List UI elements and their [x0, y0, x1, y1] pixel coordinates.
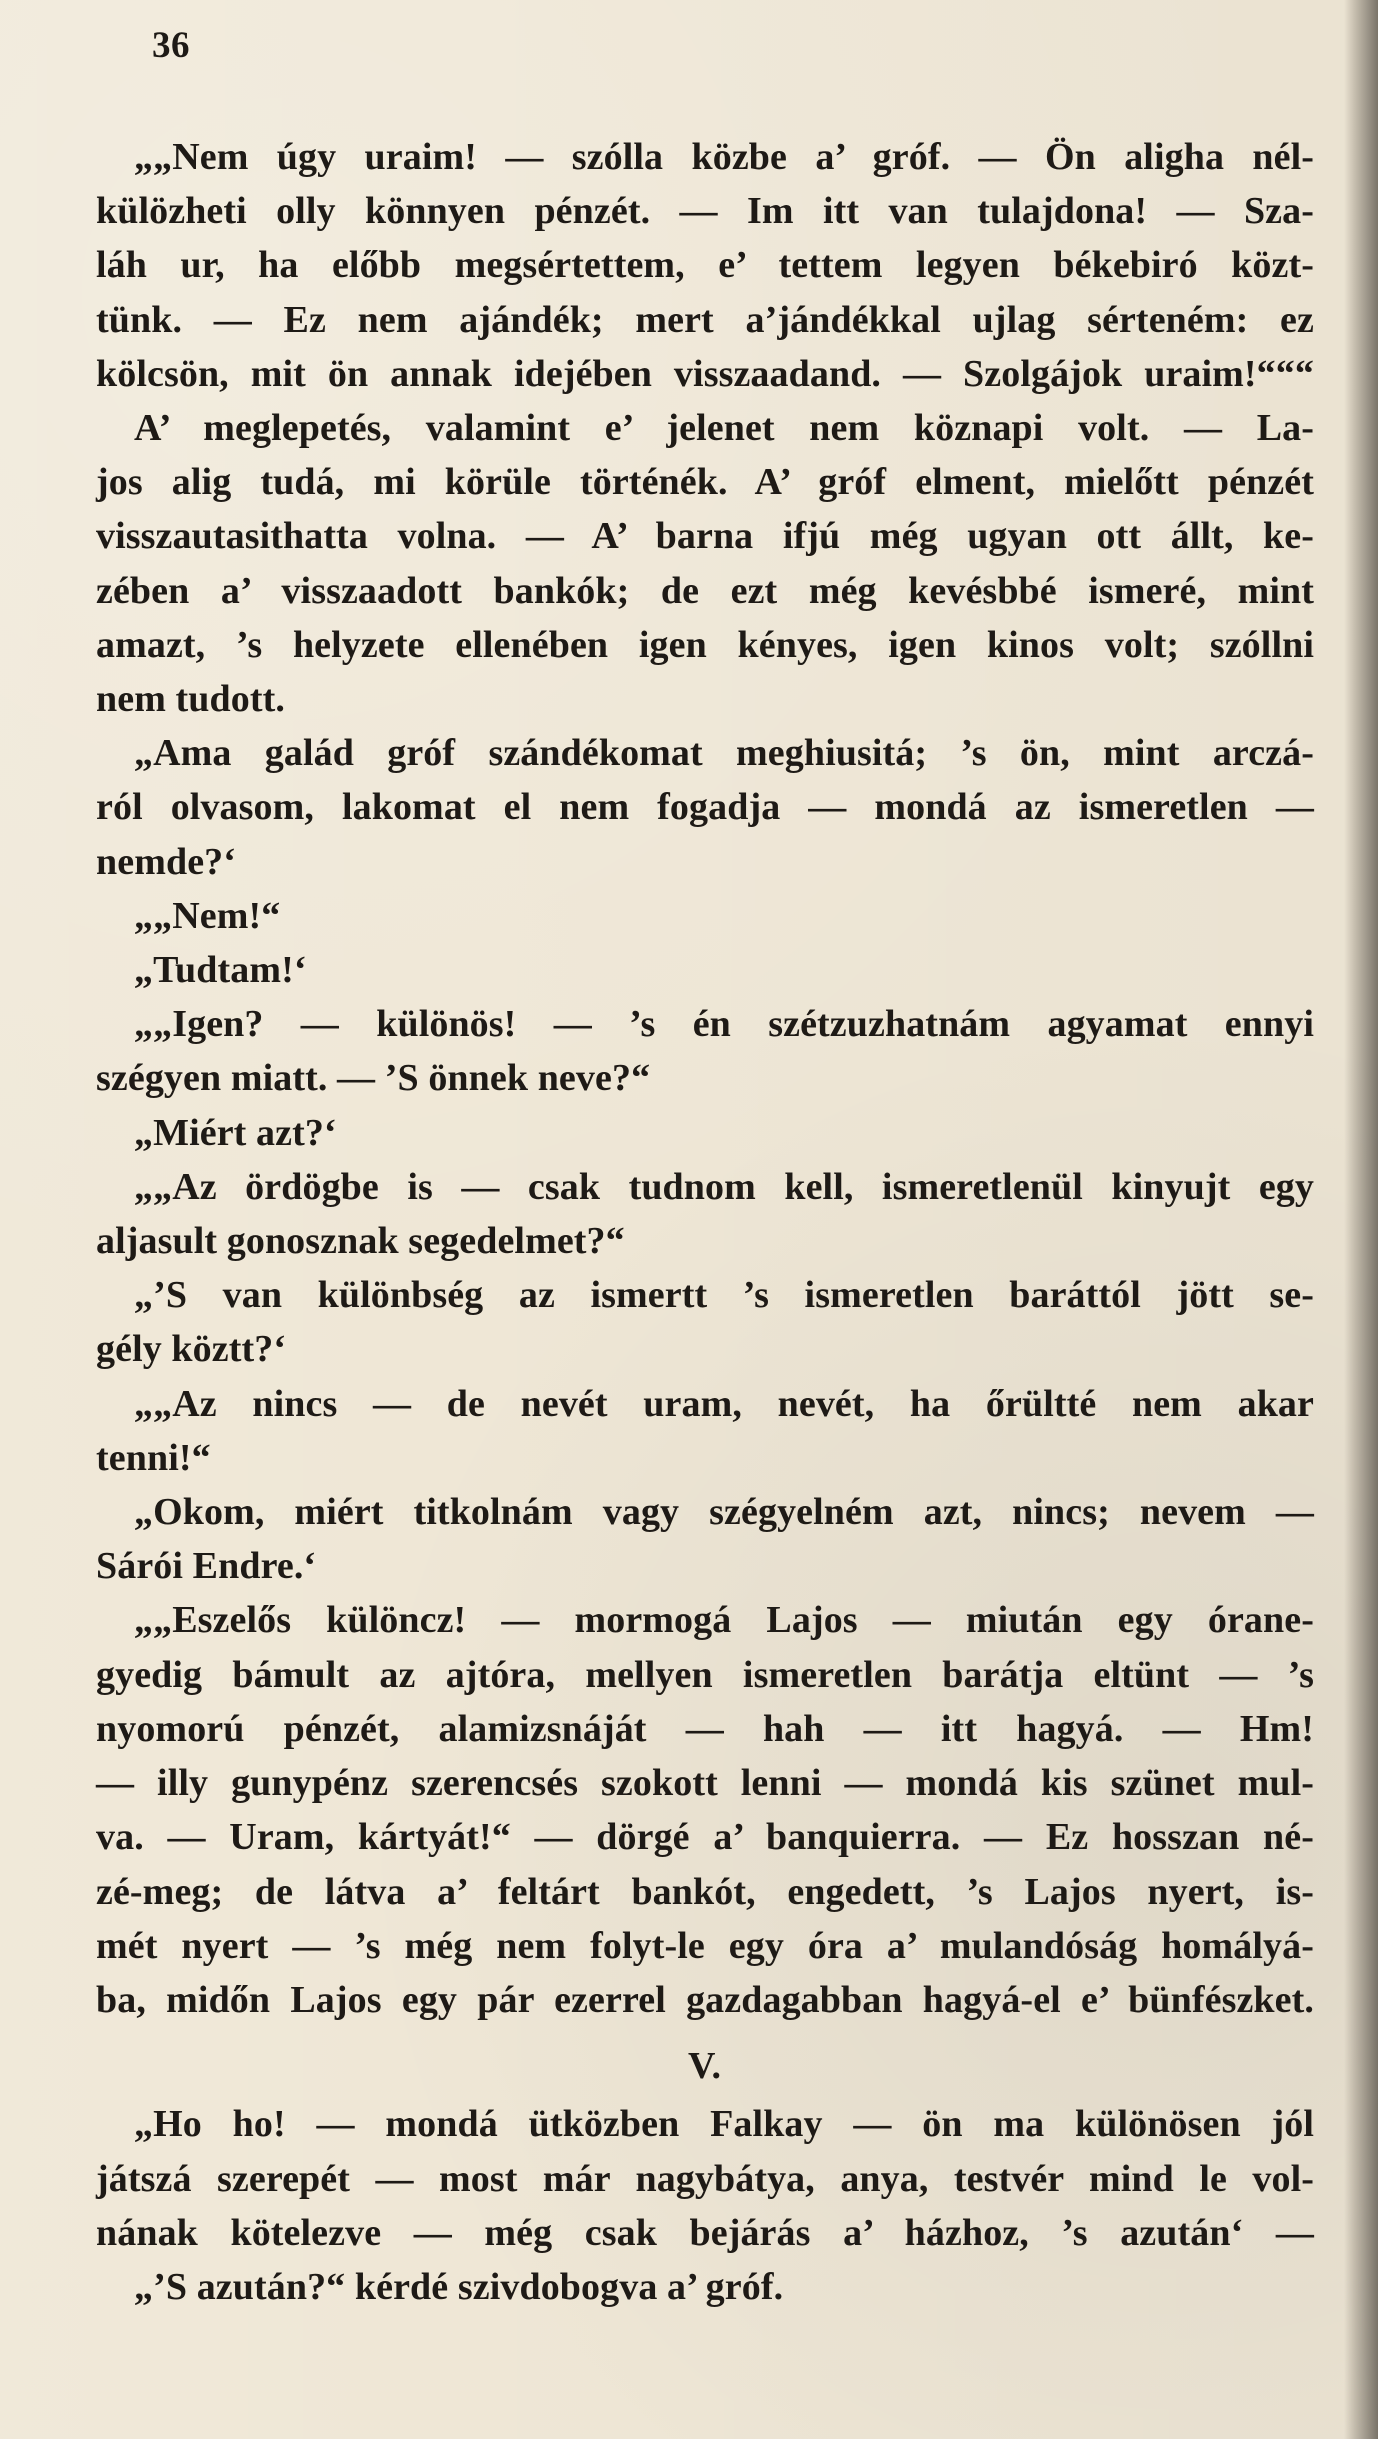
text-line-21: aljasult gonosznak segedelmet?“ — [96, 1220, 625, 1263]
text-line-14: nemde?‘ — [96, 840, 237, 883]
page-number: 36 — [152, 25, 190, 66]
text-line-18: szégyen miatt. — ’S önnek neve?“ — [96, 1057, 651, 1100]
text-line-1: „„Nem úgy uraim! — szólla közbe a’ gróf. — Ön aligha nél- — [134, 136, 1314, 178]
text-line-28: „„Eszelős különcz! — mormogá Lajos — miután egy órane- — [134, 1599, 1314, 1642]
text-line-27: Sárói Endre.‘ — [96, 1545, 317, 1588]
text-line-23: gély köztt?‘ — [96, 1328, 287, 1371]
text-line-20: „„Az ördögbe is — csak tudnom kell, ismeretlenül kinyujt egy — [134, 1165, 1314, 1208]
text-line-30: nyomorú pénzét, alamizsnáját — hah — itt hagyá. — Hm! — [96, 1707, 1314, 1750]
text-line-8: visszautasithatta volna. — A’ barna ifjú még ugyan ott állt, ke- — [96, 515, 1314, 558]
text-line-35: ba, midőn Lajos egy pár ezerrel gazdagabban hagyá-el e’ bünfészket. — [96, 1978, 1314, 2021]
text-line-26: „Okom, miért titkolnám vagy szégyelném azt, nincs; nevem — — [134, 1491, 1314, 1534]
main-text — [96, 130, 1314, 2314]
text-line-34: mét nyert — ’s még nem folyt-le egy óra a’ mulandóság homályá- — [96, 1924, 1314, 1967]
text-line-9: zében a’ visszaadott bankók; de ezt még kevésbbé ismeré, mint — [96, 569, 1314, 612]
text-line-16: „Tudtam!‘ — [134, 949, 307, 992]
text-line-40: „’S azután?“ kérdé szivdobogva a’ gróf. — [134, 2265, 784, 2308]
text-line-7: jos alig tudá, mi körüle történék. A’ gróf elment, mielőtt pénzét — [96, 461, 1314, 504]
text-line-4: tünk. — Ez nem ajándék; mert a’jándékkal ujlag sérteném: ez — [96, 298, 1314, 341]
text-line-29: gyedig bámult az ajtóra, mellyen ismeretlen barátja eltünt — ’s — [96, 1653, 1314, 1696]
text-line-3: láh ur, ha előbb megsértettem, e’ tettem legyen békebiró közt- — [96, 244, 1314, 287]
page-edge-shadow — [1344, 0, 1378, 2439]
text-line-32: va. — Uram, kártyát!“ — dörgé a’ banquierra. — Ez hosszan né- — [96, 1816, 1314, 1859]
text-line-2: külözheti olly könnyen pénzét. — Im itt van tulajdona! — Sza- — [96, 190, 1314, 233]
text-line-12: „Ama galád gróf szándékomat meghiusitá; ’s ön, mint arczá- — [134, 732, 1314, 775]
text-line-10: amazt, ’s helyzete ellenében igen kényes, igen kinos volt; szóllni — [96, 623, 1314, 666]
text-line-25: tenni!“ — [96, 1436, 211, 1479]
text-line-31: — illy gunypénz szerencsés szokott lenni — mondá kis szünet mul- — [96, 1762, 1314, 1805]
text-line-37: „Ho ho! — mondá ütközben Falkay — ön ma különösen jól — [134, 2103, 1314, 2146]
text-line-15: „„Nem!“ — [134, 894, 281, 937]
chapter-heading: V. — [687, 2045, 723, 2088]
text-line-38: játszá szerepét — most már nagybátya, anya, testvér mind le vol- — [96, 2157, 1314, 2200]
text-line-17: „„Igen? — különös! — ’s én szétzuzhatnám agyamat ennyi — [134, 1003, 1314, 1046]
text-line-19: „Miért azt?‘ — [134, 1111, 337, 1154]
text-line-6: A’ meglepetés, valamint e’ jelenet nem köznapi volt. — La- — [134, 407, 1314, 450]
text-line-13: ról olvasom, lakomat el nem fogadja — mondá az ismeretlen — — [96, 786, 1314, 829]
text-line-22: „’S van különbség az ismertt ’s ismeretlen baráttól jött se- — [134, 1274, 1314, 1317]
text-line-11: nem tudott. — [96, 678, 285, 721]
text-line-33: zé-meg; de látva a’ feltárt bankót, engedett, ’s Lajos nyert, is- — [96, 1870, 1314, 1913]
text-line-5: kölcsön, mit ön annak idejében visszaadand. — Szolgájok uraim!“““ — [96, 352, 1314, 395]
text-line-39: nának kötelezve — még csak bejárás a’ házhoz, ’s azután‘ — — [96, 2211, 1314, 2254]
text-line-24: „„Az nincs — de nevét uram, nevét, ha őrültté nem akar — [134, 1382, 1314, 1425]
